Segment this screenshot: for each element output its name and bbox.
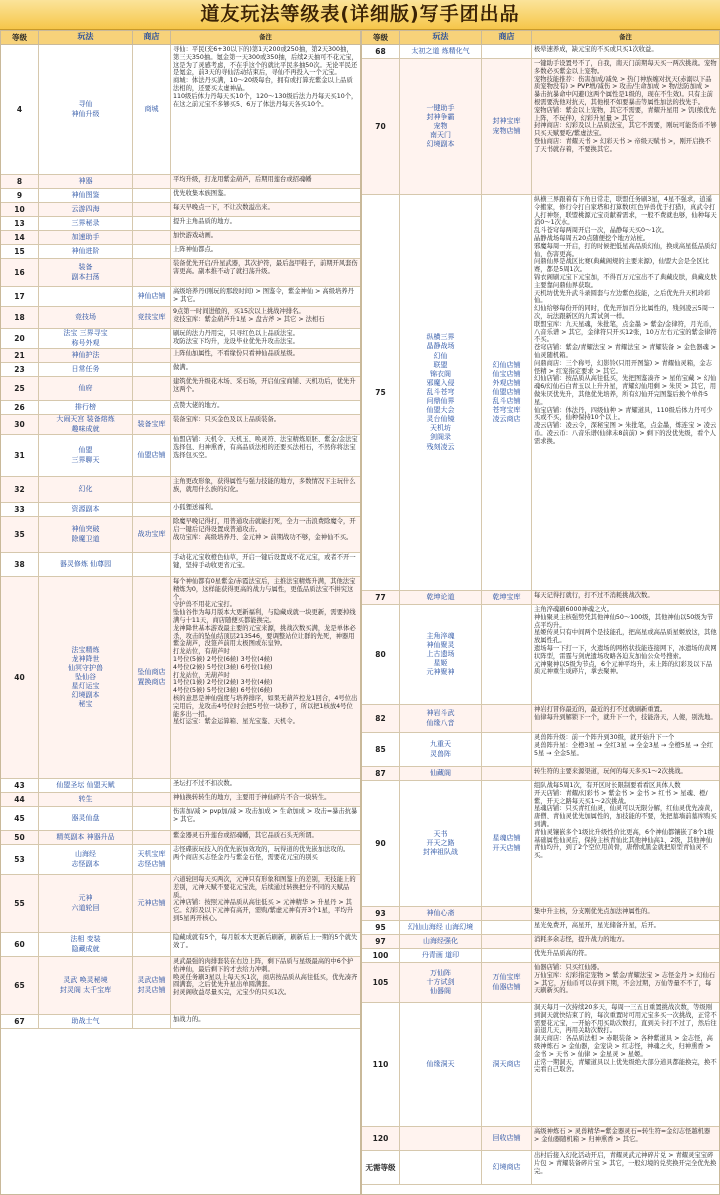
header-note: 备注 xyxy=(259,33,272,41)
level-cell: 26 xyxy=(1,401,39,414)
shop-cell xyxy=(482,935,532,948)
header-play: 玩法 xyxy=(39,31,133,44)
shop-cell: 神仙店铺 xyxy=(133,287,171,306)
note-cell: 仙盟店铺：天机令、天机玉、唤灵符、法宝精炼原胚、紫金/金法宝选择包、归神熏香，有高品质法相的还要买法相石，不然你将法宝选择包买空。 xyxy=(173,436,358,459)
table-row xyxy=(362,949,719,963)
level-cell: 80 xyxy=(362,605,400,704)
note-cell: 优先收集本族图鉴。 xyxy=(173,190,230,197)
shop-cell xyxy=(133,933,171,956)
play-cell: 竞技场 xyxy=(39,307,133,328)
table-row xyxy=(362,59,719,195)
note-cell: 主角更改形象，获得属性与强力技能的地方，多数情况下主玩什么族，就用什么族的幻化。 xyxy=(173,478,356,493)
note-cell: 一键助手设置号不了，自我，南天门前期每天买一两次挑战。宠物多数必买紫金以上宠物。 宠物技能推荐：伤害加成/减免 > 热门神族缠对抗天(赤溺以下品质宠物没有) > PVP增/减伤 > 攻击/生命加成 > 物/法防加成 > 暴击抗暴命中闪避(这两个属性是1级的，现在不生效)。只有主前根需要洗他对抗天，其他根不如要暴击等属性加法的找先手。 宠物店铺：紫金以上宠物，其它不需要，青耀升星用 > 饥(熊优先上阵，不玩伴)，幻彩升星量 > 其它 封神商店：幻彩及以上品质法宝，其它不需要，刚玩可能货币不够只买天赋要吃/紫虚法宝。 登仙商店：青耀天书 > 幻彩天书 > 帝级天赋书 >，刚开启换不了天书就存着，不要换其它。 xyxy=(534,60,717,153)
level-cell: 70 xyxy=(362,59,400,194)
note-cell: 做满。 xyxy=(173,364,192,371)
shop-cell xyxy=(133,203,171,216)
play-cell: 神岩斗武 仙缘八音 xyxy=(400,705,482,732)
table-row xyxy=(1,477,360,503)
header-shop: 商店 xyxy=(133,31,171,44)
shop-cell xyxy=(133,831,171,844)
level-cell: 38 xyxy=(1,553,39,576)
play-cell: 乾坤论道 xyxy=(400,591,482,604)
play-cell xyxy=(400,1127,482,1150)
level-cell: 90 xyxy=(362,781,400,906)
table-row xyxy=(362,195,719,591)
note-cell: 9点第一时间进般的，买15次以上挑战冲排名。 竞技宝库：紫金葫芦升1星 > 盘古斧 > 其它 > 法相石 xyxy=(173,308,325,323)
play-cell: 日常任务 xyxy=(39,363,133,376)
play-cell: 寻仙 神仙升级 xyxy=(39,45,133,174)
play-cell xyxy=(39,287,133,306)
table-row xyxy=(362,1127,719,1151)
header-play: 玩法 xyxy=(400,31,482,44)
level-cell: 35 xyxy=(1,517,39,552)
table-row xyxy=(1,45,360,175)
table-row xyxy=(1,415,360,435)
level-cell: 50 xyxy=(1,831,39,844)
level-cell: 33 xyxy=(1,503,39,516)
note-cell: 圣坛打不过不扣次数。 xyxy=(173,780,236,787)
table-row xyxy=(1,175,360,189)
note-cell: 出村后接入幻化活动开启，青耀灵武元神碎片兑 > 青耀灵宝宝碎片包 > 青耀装备碎片宝 > 其它，一般幻境的兑奖换开完全优先换完。 xyxy=(534,1152,717,1175)
header-note: 备注 xyxy=(619,33,632,41)
table-row xyxy=(362,781,719,907)
note-cell: 组队战每5周1次，有开区时长限制要看看区具体人数 开天店铺：青耀/幻彩书 > 紫金书 > 金书 > 红书 > 星魂、橙/紫，开天之路每天买1～2次挑战。 星魂店铺：只买青红仙灵，仙灵可以无限分解，红仙灵优先凑黄，唐僧、青仙灵优先加属性的，加技能的不要，先把墓墙前墓库购买到满。 青仙灵镶嵌多个1级比升级性价比更高，6个神仙都镶嵌了8个1级基础属性仙灵后，保持主核青仙比其他神仙高1、2级，其他神仙青仙均升，到了2个空位用黄骨，唐僧或黑金就把原型青仙灵不买。 xyxy=(534,782,717,860)
level-cell: 4 xyxy=(1,45,39,174)
level-cell: 无需等级 xyxy=(362,1151,400,1184)
note-cell: 灵兽阵升级：前一个阵升到30级，就开始升下一个 灵兽阵升星：全橙3星 → 全红3星 → 全金3星 → 全橙5星 → 全红5星 → 全金5星。 xyxy=(534,734,714,757)
play-cell: 转生 xyxy=(39,793,133,806)
table-row xyxy=(362,1003,719,1127)
note-cell: 伤害加/减 > pvp加/减 > 攻击加成 > 生命加成 > 攻击=暴击抗暴 > 其它。 xyxy=(173,808,358,823)
note-cell: 主角淬魂刷6000神魂之火。 神仙聚灵主核强势凭其他神仙50～100级，其他神仙以50级为节点平均升。 星姬传灵只有中间两个是技能孔，把高星或高品质星姬放这，其他放属性孔。 遗场每一下打一下，火遗场的网格状技能连接网下，冰遗场的黄网状阵型，雷霆与剑虎遗场攻略各迫友加仙公众号搜索。 元神聚神以5级为节点，6个元神平均升，未上阵的幻彩及以下品质元神重生成碎片，拿去聚神。 xyxy=(534,606,717,676)
table-row xyxy=(1,329,360,349)
note-cell: 优先升品质高的符。 xyxy=(534,950,591,957)
note-cell: 装备宝库：只买金色及以上品质装备。 xyxy=(173,416,281,423)
shop-cell xyxy=(133,793,171,806)
left-table-body xyxy=(1,45,360,1029)
play-cell: 法相 变装 隐藏成就 xyxy=(39,933,133,956)
table-row xyxy=(1,245,360,259)
note-cell: 仙器店铺：只买红仙器。 万仙宝库：幻彩指定宠物 > 紫金/青耀法宝 > 志怪金丹 > 幻仙石 > 其它，万仙币可以存到下期，不会过期，万仙等量不不了，每天刷新买的。 xyxy=(534,964,716,995)
table-row xyxy=(1,377,360,401)
note-cell: 星光免费开，高星开，星光储备升星，后开。 xyxy=(534,922,660,929)
play-cell: 资源副本 xyxy=(39,503,133,516)
table-row xyxy=(1,503,360,517)
shop-cell xyxy=(133,175,171,188)
note-cell: 集中升主核，分支刚优先点加法神属性的。 xyxy=(534,908,654,915)
level-cell: 110 xyxy=(362,1003,400,1126)
play-cell: 仙盟 三界聊天 xyxy=(39,435,133,476)
play-cell: 加速助手 xyxy=(39,231,133,244)
shop-cell xyxy=(133,401,171,414)
level-cell: 95 xyxy=(362,921,400,934)
note-cell: 上阵仙加属性，不看缘份只看神仙品质星级。 xyxy=(173,350,299,357)
play-cell: 法宝 三界寻宝 称号外观 xyxy=(39,329,133,348)
table-row xyxy=(1,779,360,793)
table-row xyxy=(362,935,719,949)
play-cell: 天书 开天之路 封神祖队战 xyxy=(400,781,482,906)
table-row xyxy=(1,349,360,363)
shop-cell xyxy=(133,245,171,258)
play-cell: 器灵仙盘 xyxy=(39,807,133,830)
note-cell: 高级神炼石 > 灵兽精华=紫金器灵石=转生符=金幻志怪越机器 > 金仙器随机箱 > 归神熏香 > 其它。 xyxy=(534,1128,711,1143)
table-row xyxy=(1,287,360,307)
header-level: 等级 xyxy=(362,31,400,44)
shop-cell: 坠仙商店 置换商店 xyxy=(133,577,171,778)
shop-cell: 封神宝库 宠物店铺 xyxy=(482,59,532,194)
play-cell: 主角淬魂 神仙聚灵 上古遗场 星姬 元神聚神 xyxy=(400,605,482,704)
note-cell: 隐藏成就有5个，每月版本大更新后刷新，刷新后上一期的5个就失效了。 xyxy=(173,934,358,949)
play-cell: 九重天 灵兽阵 xyxy=(400,733,482,766)
note-cell: 寻仙：平民(充6+30以下的)第1天200或250抽，第2天300抽，第三天350抽。氪金第一天300或350抽，后续2天抽可不花元宝，这是为了灵感考虑，不在乎这个的就比平民多抽50次。无论平民还是氪金，前3天的寻仙活动结束后，寻仙不再投入一个元宝。 商城：体法丹买满，10～20级每台，拥有或打算充紫金以上品质法相的，还要买太虚神晶。 110级后体力丹每天买10个，120～130级后法力丹每天买10个，在这之前元宝不多够买5、6万了体法丹每天各买10个。 xyxy=(173,46,358,108)
note-cell: 加战力的。 xyxy=(173,1016,205,1023)
table-row xyxy=(362,767,719,781)
table-row xyxy=(1,217,360,231)
shop-cell xyxy=(482,605,532,704)
shop-cell: 竞技宝库 xyxy=(133,307,171,328)
shop-cell xyxy=(482,733,532,766)
level-cell: 120 xyxy=(362,1127,400,1150)
header-level: 等级 xyxy=(1,31,39,44)
shop-cell xyxy=(133,217,171,230)
note-cell: 神岩打冒你最近的，最近的打不过就刷新重置。 仙律每升到解锁下一个，就升下一个，技能洛天，人傻，别洗地。 xyxy=(534,706,717,721)
table-row xyxy=(362,733,719,767)
note-cell: 六道轮回每天买两次，元神只有形象和图鉴上的差别，无技能上的差别，元神天赋不要花元宝洗，后续通过转换把分不同的天赋品质。 元神店铺：按照元神品质从高往低买 > 元神精华 > 升星丹 > 其它。幻彩及以下元神有高开，需购/紫虚元神有开3个1星，平均升到5星再开核心。 xyxy=(173,876,356,922)
shop-cell: 乾坤宝库 xyxy=(482,591,532,604)
level-cell: 67 xyxy=(1,1015,39,1028)
shop-cell xyxy=(133,363,171,376)
shop-cell: 商城 xyxy=(133,45,171,174)
play-cell: 神器 xyxy=(39,175,133,188)
table-row xyxy=(1,259,360,287)
note-cell: 神仙换转转生的地方，主要用于神仙碎片不合一块转生。 xyxy=(173,794,331,801)
play-cell: 神仙护法 xyxy=(39,349,133,362)
table-row xyxy=(1,435,360,477)
play-cell: 万仙阵 十方试剑 仙器阁 xyxy=(400,963,482,1002)
table-row xyxy=(1,553,360,577)
table-row xyxy=(1,307,360,329)
note-cell: 每个神仙都有0星紫金/赤霞法宝后，主推法宝精炼升满，其他法宝精炼为0，这样能获得更高的战力与属性，更低品质法宝不拼究这个。 守护兽不用花元宝打。 坠仙谷作为每月版本大更新福利，与隐藏成就一块更新，需要掉线满与十11天，商店随便买都能换完。 龙神降世基本游戏最主要的元宝来源，挑战次数买满，龙是单体必杀，攻击的坠仙结顶层213546，要调整站位让群的先死，神器用紫金葫芦，没签芦前用太极图或东皇钟。 打龙站位，有葫芦时 1号位(5候) 2号位(6候) 3号位(4候) 4号位(2候) 5号位(3候) 6号位(1候) 打龙站位，无葫芦时 1号位(1候) 2号位(2候) 3号位(4候) 4号位(5候) 5号位(3候) 6号位(6候) 核的意思是神仙强度与培养排序，如果无葫芦控龙1回合，4号位出完用后，龙攻击4号位时会把5号位一块秒了，所以把1核放4号位能多出一招。 星灯运宝：紫金运算箱、星光宝鉴、天机令。 xyxy=(173,578,358,726)
play-cell: 太初之道 炼精化气 xyxy=(400,45,482,58)
table-row xyxy=(1,189,360,203)
shop-cell: 元神店铺 xyxy=(133,875,171,932)
level-cell: 77 xyxy=(362,591,400,604)
play-cell: 元神 六道轮回 xyxy=(39,875,133,932)
note-cell: 手动花元宝收橙色仙草，开启一键后设置成不花元宝，或者不开一键，坚持手动收更省元宝。 xyxy=(173,554,356,569)
play-cell xyxy=(400,1151,482,1184)
table-row xyxy=(362,907,719,921)
header-shop: 商店 xyxy=(482,31,532,44)
table-row xyxy=(1,933,360,957)
level-cell: 44 xyxy=(1,793,39,806)
level-cell: 18 xyxy=(1,307,39,328)
play-cell: 山海经强化 xyxy=(400,935,482,948)
shop-cell xyxy=(133,1015,171,1028)
table-row xyxy=(1,831,360,845)
shop-cell: 天机宝库 志怪店铺 xyxy=(133,845,171,874)
play-cell: 云游四海 xyxy=(39,203,133,216)
note-cell: 除魔早晚记得打，用普通攻击就能打死，全力一击浪费除魔令，开启一键后记得设置成普通攻击。 战功宝库：高级培养丹、金元神 > 前期战功不够，金神仙不买。 xyxy=(173,518,356,541)
table-row xyxy=(1,577,360,779)
level-cell: 20 xyxy=(1,329,39,348)
table-row xyxy=(1,363,360,377)
play-cell: 纵横三界 晶静战场 幻仙 联盟 锦衣阁 邪魔入侵 乱斗苍穹 问鼎仙界 仙盟大会 灵台仙镜 天机坊 剑阁录 残刻凌云 xyxy=(400,195,482,590)
table-row xyxy=(1,203,360,217)
note-cell: 灵武最强的肉排套装在右边上阵，剩下品质与星级最高的中6个护佑神仙，最后剩下的才去给力冲刺。 唤灵任务刷3星以上每天买1次，商店按品质从高往低买，优先凑齐圆满套，之后优先升星出单圆满套。 封灵阁收益尽量买完，元宝少的只买1次。 xyxy=(173,958,358,997)
shop-cell xyxy=(133,807,171,830)
table-row xyxy=(362,605,719,705)
level-cell: 13 xyxy=(1,217,39,230)
level-cell: 55 xyxy=(1,875,39,932)
level-cell: 87 xyxy=(362,767,400,780)
note-cell: 上阵神仙都点。 xyxy=(173,246,218,253)
note-cell: 装备优先开启/升星武器，其次护符，最后盔甲鞋子，前期开风套伤害更高。副本推不动了就扫荡升级。 xyxy=(173,260,358,275)
table-row xyxy=(1,875,360,933)
play-cell: 神仙心斋 xyxy=(400,907,482,920)
note-cell: 每天记得打就行，打不过不消耗挑战次数。 xyxy=(534,592,654,599)
level-cell: 82 xyxy=(362,705,400,732)
shop-cell: 回收店铺 xyxy=(482,1127,532,1150)
level-cell: 85 xyxy=(362,733,400,766)
note-cell: 极晕速养成，缺元宝的不买或只买1次收益。 xyxy=(534,46,658,53)
shop-cell xyxy=(482,921,532,934)
table-row xyxy=(1,231,360,245)
table-row xyxy=(1,517,360,553)
level-cell: 17 xyxy=(1,287,39,306)
shop-cell xyxy=(133,329,171,348)
table-row xyxy=(362,921,719,935)
play-cell: 神仙进阶 xyxy=(39,245,133,258)
shop-cell xyxy=(133,477,171,502)
level-cell: 21 xyxy=(1,349,39,362)
level-cell: 10 xyxy=(1,203,39,216)
shop-cell xyxy=(133,189,171,202)
note-cell: 平均升级，打龙用紫金葫芦，后期用莲台或招魂幡 xyxy=(173,176,312,183)
play-cell: 一键助手 封神争霸 宠物 南天门 幻境副本 xyxy=(400,59,482,194)
table-row xyxy=(1,1015,360,1029)
play-cell: 山海经 志怪副本 xyxy=(39,845,133,874)
play-cell: 器灵修炼 仙尊园 xyxy=(39,553,133,576)
shop-cell: 幻仙店铺 仙宝店铺 外观店铺 仙盟店铺 乱斗店铺 苍穹宝库 凌云商店 xyxy=(482,195,532,590)
note-cell: 每天早晚点一下，不让次数溢出来。 xyxy=(173,204,274,211)
shop-cell xyxy=(482,705,532,732)
play-cell: 精英副本 神器升品 xyxy=(39,831,133,844)
note-cell: 转生符的主要来源渠道，玩何的每天多买1～2次挑战。 xyxy=(534,768,687,775)
page-title: 道友玩法等级表(详细版)写手团出品 xyxy=(0,0,720,30)
play-cell: 仙藏阁 xyxy=(400,767,482,780)
level-cell: 65 xyxy=(1,957,39,1014)
left-table-header xyxy=(1,31,360,45)
shop-cell xyxy=(482,907,532,920)
level-cell: 43 xyxy=(1,779,39,792)
play-cell: 神仙突破 除魔卫道 xyxy=(39,517,133,552)
table-row xyxy=(1,957,360,1015)
shop-cell xyxy=(482,949,532,962)
play-cell: 装备 副本扫荡 xyxy=(39,259,133,286)
level-cell: 15 xyxy=(1,245,39,258)
table-row xyxy=(1,845,360,875)
shop-cell: 万仙宝库 仙器店铺 xyxy=(482,963,532,1002)
level-cell: 75 xyxy=(362,195,400,590)
play-cell: 仙府 xyxy=(39,377,133,400)
play-cell: 法宝精炼 龙神降世 仙冥守护兽 坠仙谷 星灯运宝 幻境副本 秘宝 xyxy=(39,577,133,778)
note-cell: 志怪碟嵌玩技入的优先嵌加效攻的，玩得道的优先嵌加法攻的。 两个商店买志怪金丹与紫金石怪，需要花元宝的别买 xyxy=(173,846,350,861)
note-cell: 点赞大佬的地方。 xyxy=(173,402,224,409)
shop-cell xyxy=(133,553,171,576)
note-cell: 建筑优先升级花木场、采石场，开启仙宝商铺、天机功后，优先升这两个。 xyxy=(173,378,356,393)
level-cell: 60 xyxy=(1,933,39,956)
shop-cell xyxy=(133,503,171,516)
level-cell: 105 xyxy=(362,963,400,1002)
shop-cell xyxy=(133,779,171,792)
table-row xyxy=(362,45,719,59)
shop-cell: 装备宝库 xyxy=(133,415,171,434)
shop-cell xyxy=(133,377,171,400)
shop-cell: 灵武店铺 封灵店铺 xyxy=(133,957,171,1014)
table-row xyxy=(362,591,719,605)
shop-cell: 幻境商店 xyxy=(482,1151,532,1184)
right-table-header xyxy=(362,31,719,45)
level-cell: 40 xyxy=(1,577,39,778)
play-cell: 大闹天宫 装备熔炼 趣味成就 xyxy=(39,415,133,434)
right-table xyxy=(361,30,720,1195)
shop-cell xyxy=(133,231,171,244)
shop-cell: 洞天商店 xyxy=(482,1003,532,1126)
shop-cell: 战功宝库 xyxy=(133,517,171,552)
play-cell: 排行榜 xyxy=(39,401,133,414)
left-table xyxy=(0,30,361,1195)
level-cell: 8 xyxy=(1,175,39,188)
level-cell: 25 xyxy=(1,377,39,400)
level-cell: 23 xyxy=(1,363,39,376)
table-row xyxy=(1,401,360,415)
play-cell: 仙缘洞天 xyxy=(400,1003,482,1126)
level-cell: 68 xyxy=(362,45,400,58)
level-cell: 100 xyxy=(362,949,400,962)
note-cell: 提升主角品质的地方。 xyxy=(173,218,236,225)
shop-cell: 仙盟店铺 xyxy=(133,435,171,476)
note-cell: 加快游戏动画。 xyxy=(173,232,218,239)
table-row xyxy=(362,963,719,1003)
shop-cell: 星魂店铺 开天店铺 xyxy=(482,781,532,906)
note-cell: 消耗多余志怪，提升战力的地方。 xyxy=(534,936,629,943)
level-cell: 32 xyxy=(1,477,39,502)
note-cell: 洞天每月一次持续20多天，每周一三五日重置挑战次数，等级刚到洞天就快结束了的，每次重置时可用元宝多买一次挑战，正常不需要花元宝，一开始不用买助次数打，直到关卡打不过了，然后往前退几天，再用关助次数打。 洞天商店：各品质法相 > 赤眼装备 > 各种紫道具 > 金志怪，高级神炼石 > 金仙器，金宠诀 > 红志怪，神魂之火，归神熏香 > 金书 > 天书 > 仙律 > 金星灵 > 星姬。 正常一期洞天，青耀道具以上优先级绝大部分道具都能换完，换不完看自己取舍。 xyxy=(534,1004,717,1074)
level-cell: 93 xyxy=(362,907,400,920)
table-row xyxy=(362,705,719,733)
note-cell: 纵横三界跟着有下角日常走，联盟任务刷3星，4星不强求，逍遥令搬家，修行令打自家塔和打算数(红色异兽优于打猎)，真武令打人打神祭，联盟桃源元宝贡献着需求，一般不费就也够，仙种每天消0～1次水。 乱斗苍穹每两周开启一次，晶静每天买0～1次。 晶静战场每周五20点随便挖个地方站桩。 邪魔每周一开启，打的时候把低星高品质幻仙，换成高星低品质幻仙，伤害更高。 问鼎仙界是战区比赛(典藏阁规的主要来源)，仙盟大会是全区比赛，都是5周1次。 锦衣阁刷元宝下元宝加，不得百万元宝出不了典藏皮肤，典藏皮肤主要靠问鼎仙界获取。 天机坊优先升武斗录圆套与左边紫色技能，之后优先升天机玲彩仙。 幻仙给够每份开的同时，优先开加百分比属性的，残剑凌云5周一次，玩法跟新区的九霄试剑一样。 联盟宝库：九天星魂，朱批笔，点金墨 > 紫金/金律符，月光币，八音乐谱 > 其它，金律符只开买12张，10万左右元宝的紫金律符不买。 苍穹店铺：紫金/青耀法宝 > 青耀法宝 > 青耀装备 > 金色器魂 > 仙灵随机箱。 问鼎商店：三个称号，幻影铃(只用开图鉴) > 青耀仙灵箱，金志怪精 > 红宠指定要求 > 其它。 幻仙店铺：按品质从高往低买，先把图鉴凑齐 > 星佑宝藏 > 幻仙魂6/幻仙石白青玉以上升升星，青耀幻仙用剩 > 朱厌 > 其它，用做朱厌优先升，其他优先培养，所有幻仙开完图鉴后换个单件5星。 仙宝店铺：体法丹，四级仙种 > 青耀道具，110级后体力丹可少买或不买，仙种保持10个以上。 凌云店铺：凌云令，深秘宝图 > 朱批笔，点金墨，炼连宝 > 凌云币。凌云币：八音乐谱(仙律未8前前) > 剩下的没优先级，看个人需求换。 xyxy=(534,196,717,445)
shop-cell xyxy=(482,45,532,58)
level-cell: 97 xyxy=(362,935,400,948)
note-cell: 小狐狸送福利。 xyxy=(173,504,218,511)
play-cell: 灵武 唤灵秘境 封灵阁 太千宝库 xyxy=(39,957,133,1014)
note-cell: 刷玩的法力丹用完，只寻红色以上品质法宝。 攻防法宝下均升，龙设毕业优先升攻击法宝。 xyxy=(173,330,299,345)
level-cell: 53 xyxy=(1,845,39,874)
level-cell: 30 xyxy=(1,415,39,434)
play-cell: 助战士气 xyxy=(39,1015,133,1028)
level-cell: 31 xyxy=(1,435,39,476)
shop-cell xyxy=(133,259,171,286)
shop-cell xyxy=(133,349,171,362)
play-cell: 幻化 xyxy=(39,477,133,502)
table-row xyxy=(362,1151,719,1185)
play-cell: 神仙图鉴 xyxy=(39,189,133,202)
level-cell: 9 xyxy=(1,189,39,202)
play-cell: 幻仙山海经 山海幻境 xyxy=(400,921,482,934)
note-cell: 紫金器灵石升莲台或招魂幡，其它品质石头无所谓。 xyxy=(173,832,318,839)
table-row xyxy=(1,793,360,807)
play-cell: 三界秘录 xyxy=(39,217,133,230)
level-cell: 45 xyxy=(1,807,39,830)
level-cell: 16 xyxy=(1,259,39,286)
note-cell: 高级培养丹(刚玩的那段时间) > 图鉴令，紫金神仙 > 高级培养丹 > 其它。 xyxy=(173,288,354,303)
right-table-body xyxy=(362,45,719,1185)
play-cell: 仙盟圣坛 仙盟天赋 xyxy=(39,779,133,792)
shop-cell xyxy=(482,767,532,780)
table-row xyxy=(1,807,360,831)
play-cell: 丹青画 道印 xyxy=(400,949,482,962)
level-cell: 14 xyxy=(1,231,39,244)
